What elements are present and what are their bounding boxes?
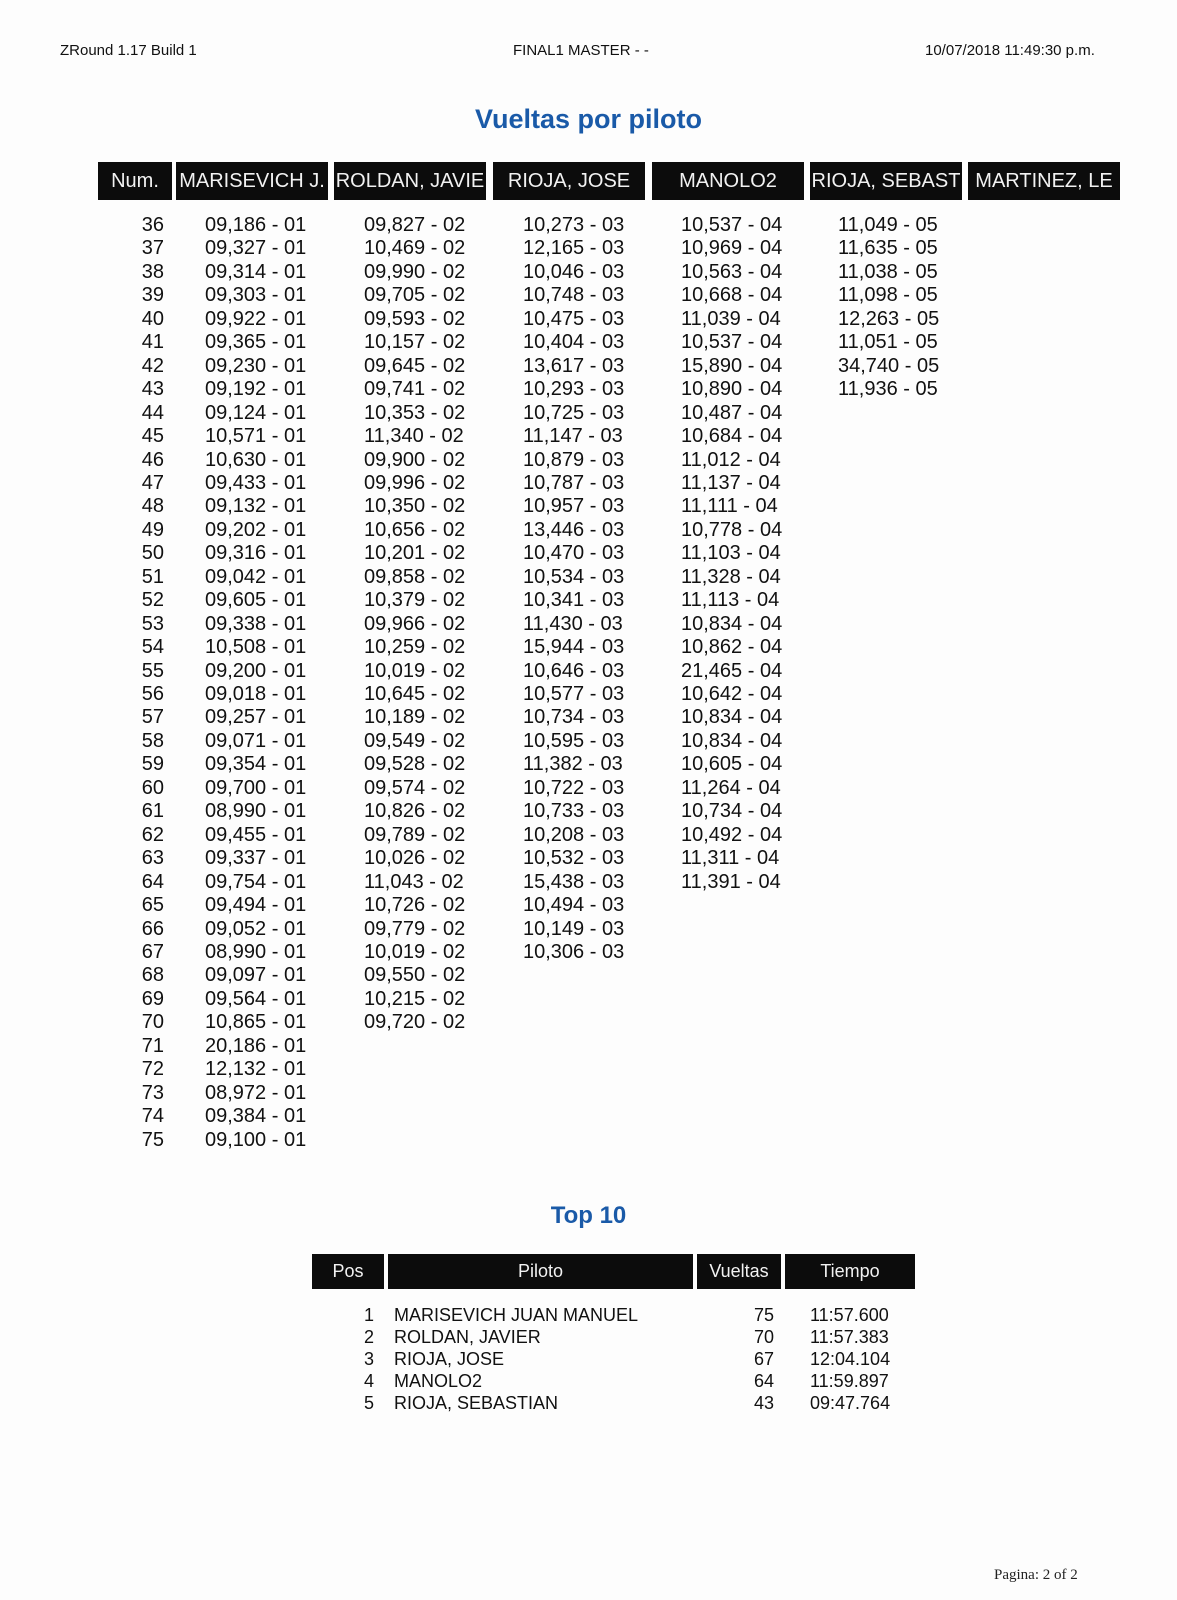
lap-time-cell: 09,303 - 01 bbox=[205, 284, 307, 307]
lap-time-cell: 09,071 - 01 bbox=[205, 729, 307, 752]
lap-time-cell: 09,132 - 01 bbox=[205, 495, 307, 518]
top10-pos: 1 bbox=[363, 1305, 374, 1325]
lap-time-cell: 09,200 - 01 bbox=[205, 659, 307, 682]
lap-number: 68 bbox=[141, 964, 164, 987]
lap-time-cell: 10,834 - 04 bbox=[681, 729, 783, 752]
lap-number: 45 bbox=[141, 425, 164, 448]
lap-time-cell: 10,630 - 01 bbox=[205, 448, 307, 471]
top10-tiempo: 11:57.600 bbox=[810, 1305, 889, 1325]
lap-time-cell: 09,365 - 01 bbox=[205, 331, 307, 354]
lap-time-cell: 08,972 - 01 bbox=[205, 1081, 307, 1104]
lap-time-cell: 09,100 - 01 bbox=[205, 1128, 307, 1151]
lap-time-cell: 09,384 - 01 bbox=[205, 1105, 307, 1128]
lap-time-cell: 09,574 - 02 bbox=[364, 776, 466, 799]
page-title: Vueltas por piloto bbox=[474, 104, 702, 134]
lap-time-cell: 10,862 - 04 bbox=[681, 636, 783, 659]
top10-header-piloto: Piloto bbox=[388, 1254, 693, 1289]
top10-tiempo: 09:47.764 bbox=[810, 1393, 891, 1413]
lap-time-cell: 09,316 - 01 bbox=[205, 542, 307, 565]
top10-vueltas: 64 bbox=[753, 1371, 774, 1391]
lap-number: 57 bbox=[141, 706, 164, 729]
lap-time-cell: 09,705 - 02 bbox=[364, 284, 466, 307]
lap-time-cell: 10,201 - 02 bbox=[364, 542, 466, 565]
lap-time-cell: 11,051 - 05 bbox=[838, 331, 938, 354]
lap-time-cell: 10,537 - 04 bbox=[681, 331, 783, 354]
column-header-driver: RIOJA, SEBAST bbox=[810, 162, 962, 200]
lap-time-cell: 10,656 - 02 bbox=[364, 518, 466, 541]
top10-tiempo: 12:04.104 bbox=[810, 1349, 891, 1369]
lap-time-cell: 10,494 - 03 bbox=[523, 894, 625, 917]
lap-time-cell: 09,564 - 01 bbox=[205, 987, 307, 1010]
lap-number: 39 bbox=[141, 284, 164, 307]
lap-time-cell: 09,645 - 02 bbox=[364, 354, 466, 377]
lap-time-cell: 10,834 - 04 bbox=[681, 706, 783, 729]
lap-time-cell: 21,465 - 04 bbox=[681, 659, 783, 682]
lap-number: 69 bbox=[141, 987, 164, 1010]
lap-number: 66 bbox=[141, 917, 164, 940]
lap-number: 75 bbox=[141, 1128, 164, 1151]
lap-number: 62 bbox=[141, 823, 164, 846]
lap-number: 38 bbox=[141, 260, 164, 283]
top10-piloto: ROLDAN, JAVIER bbox=[394, 1327, 541, 1347]
lap-time-cell: 09,186 - 01 bbox=[205, 214, 307, 236]
lap-time-cell: 10,778 - 04 bbox=[681, 518, 783, 541]
lap-time-cell: 11,635 - 05 bbox=[838, 237, 938, 260]
column-header-driver: MARISEVICH J. bbox=[176, 162, 328, 200]
lap-time-cell: 10,273 - 03 bbox=[523, 214, 625, 236]
lap-time-cell: 10,645 - 02 bbox=[364, 683, 466, 705]
lap-time-cell: 10,189 - 02 bbox=[364, 706, 466, 729]
lap-time-cell: 09,900 - 02 bbox=[364, 448, 466, 471]
lap-number: 64 bbox=[141, 870, 164, 893]
lap-time-cell: 10,475 - 03 bbox=[523, 307, 625, 330]
lap-time-cell: 09,257 - 01 bbox=[205, 706, 307, 729]
top10-vueltas: 43 bbox=[753, 1393, 774, 1413]
lap-time-cell: 09,741 - 02 bbox=[364, 378, 466, 401]
lap-time-cell: 10,149 - 03 bbox=[523, 917, 625, 940]
lap-time-cell: 09,789 - 02 bbox=[364, 823, 466, 846]
lap-time-cell: 08,990 - 01 bbox=[205, 940, 307, 963]
lap-time-cell: 34,740 - 05 bbox=[838, 354, 940, 377]
lap-time-cell: 10,046 - 03 bbox=[523, 260, 625, 283]
lap-time-cell: 10,668 - 04 bbox=[681, 284, 783, 307]
lap-number: 73 bbox=[141, 1081, 164, 1104]
lap-number: 51 bbox=[141, 565, 164, 588]
lap-number: 44 bbox=[141, 401, 164, 424]
lap-time-cell: 10,734 - 03 bbox=[523, 706, 625, 729]
lap-time-cell: 11,098 - 05 bbox=[838, 284, 938, 307]
lap-time-cell: 09,124 - 01 bbox=[205, 401, 307, 424]
lap-time-cell: 10,734 - 04 bbox=[681, 800, 783, 823]
lap-time-cell: 10,787 - 03 bbox=[523, 471, 625, 494]
lap-time-cell: 09,593 - 02 bbox=[364, 307, 466, 330]
lap-number: 55 bbox=[141, 659, 164, 682]
lap-time-cell: 09,858 - 02 bbox=[364, 565, 466, 588]
lap-number: 42 bbox=[141, 354, 164, 377]
lap-number: 52 bbox=[141, 589, 164, 612]
lap-time-cell: 09,202 - 01 bbox=[205, 518, 307, 541]
lap-time-cell: 09,018 - 01 bbox=[205, 683, 307, 705]
lap-time-cell: 09,354 - 01 bbox=[205, 753, 307, 776]
lap-time-cell: 15,438 - 03 bbox=[523, 870, 625, 893]
lap-time-cell: 09,528 - 02 bbox=[364, 753, 466, 776]
top10-vueltas: 70 bbox=[753, 1327, 774, 1347]
lap-time-cell: 10,215 - 02 bbox=[364, 987, 466, 1010]
report-datetime: 10/07/2018 11:49:30 p.m. bbox=[925, 42, 1095, 59]
lap-time-cell: 10,748 - 03 bbox=[523, 284, 625, 307]
lap-time-cell: 09,922 - 01 bbox=[205, 307, 307, 330]
lap-time-cell: 10,957 - 03 bbox=[523, 495, 625, 518]
lap-time-cell: 09,052 - 01 bbox=[205, 917, 307, 940]
lap-time-cell: 10,341 - 03 bbox=[523, 589, 625, 612]
lap-number: 50 bbox=[141, 542, 164, 565]
top10-vueltas: 67 bbox=[753, 1349, 774, 1369]
lap-time-cell: 11,137 - 04 bbox=[681, 471, 781, 494]
lap-number: 65 bbox=[141, 894, 164, 917]
lap-time-cell: 11,103 - 04 bbox=[681, 542, 781, 565]
top10-piloto: MARISEVICH JUAN MANUEL bbox=[394, 1305, 639, 1325]
lap-time-cell: 09,720 - 02 bbox=[364, 1011, 466, 1034]
lap-time-cell: 09,230 - 01 bbox=[205, 354, 307, 377]
lap-time-cell: 10,722 - 03 bbox=[523, 776, 625, 799]
lap-time-cell: 09,433 - 01 bbox=[205, 471, 307, 494]
lap-time-cell: 10,350 - 02 bbox=[364, 495, 466, 518]
lap-number: 49 bbox=[141, 518, 164, 541]
lap-time-cell: 09,779 - 02 bbox=[364, 917, 466, 940]
lap-time-cell: 11,012 - 04 bbox=[681, 448, 781, 471]
lap-time-cell: 11,311 - 04 bbox=[681, 847, 780, 870]
lap-time-cell: 11,382 - 03 bbox=[523, 753, 623, 776]
top10-header-tiempo: Tiempo bbox=[785, 1254, 915, 1289]
lap-time-cell: 10,879 - 03 bbox=[523, 448, 625, 471]
app-version: ZRound 1.17 Build 1 bbox=[60, 42, 197, 59]
lap-time-cell: 09,550 - 02 bbox=[364, 964, 466, 987]
lap-number: 37 bbox=[141, 237, 164, 260]
lap-time-cell: 10,642 - 04 bbox=[681, 683, 783, 705]
column-header-driver: MANOLO2 bbox=[652, 162, 804, 200]
column-header-num: Num. bbox=[98, 162, 172, 200]
top10-pos: 3 bbox=[363, 1349, 374, 1369]
lap-time-cell: 10,508 - 01 bbox=[205, 636, 307, 659]
lap-number: 63 bbox=[141, 847, 164, 870]
lap-time-cell: 10,469 - 02 bbox=[364, 237, 466, 260]
column-header-driver: MARTINEZ, LE bbox=[968, 162, 1120, 200]
lap-number: 54 bbox=[141, 636, 164, 659]
lap-time-cell: 12,132 - 01 bbox=[205, 1058, 307, 1081]
lap-number: 36 bbox=[141, 214, 164, 236]
lap-time-cell: 11,043 - 02 bbox=[364, 870, 464, 893]
lap-time-cell: 10,684 - 04 bbox=[681, 425, 783, 448]
lap-time-cell: 11,111 - 04 bbox=[681, 495, 778, 518]
lap-number: 40 bbox=[141, 307, 164, 330]
lap-time-cell: 10,492 - 04 bbox=[681, 823, 783, 846]
top10-pos: 4 bbox=[363, 1371, 374, 1391]
lap-time-cell: 11,391 - 04 bbox=[681, 870, 781, 893]
lap-number: 59 bbox=[141, 753, 164, 776]
session-name: FINAL1 MASTER - - bbox=[513, 42, 649, 59]
top10-pos: 2 bbox=[363, 1327, 374, 1347]
lap-time-cell: 11,049 - 05 bbox=[838, 214, 938, 236]
lap-time-cell: 09,827 - 02 bbox=[364, 214, 466, 236]
lap-time-cell: 10,293 - 03 bbox=[523, 378, 625, 401]
lap-time-cell: 11,039 - 04 bbox=[681, 307, 781, 330]
lap-number: 71 bbox=[141, 1034, 164, 1057]
lap-time-cell: 13,446 - 03 bbox=[523, 518, 625, 541]
column-header-driver: RIOJA, JOSE bbox=[493, 162, 645, 200]
lap-time-cell: 10,890 - 04 bbox=[681, 378, 783, 401]
lap-time-cell: 09,494 - 01 bbox=[205, 894, 307, 917]
lap-number: 72 bbox=[141, 1058, 164, 1081]
lap-time-cell: 10,826 - 02 bbox=[364, 800, 466, 823]
lap-time-cell: 10,534 - 03 bbox=[523, 565, 625, 588]
lap-time-cell: 12,165 - 03 bbox=[523, 237, 625, 260]
top10-tiempo: 11:57.383 bbox=[810, 1327, 889, 1347]
lap-number: 74 bbox=[141, 1105, 164, 1128]
lap-time-cell: 09,996 - 02 bbox=[364, 471, 466, 494]
lap-time-cell: 10,563 - 04 bbox=[681, 260, 783, 283]
top10-piloto: RIOJA, JOSE bbox=[394, 1349, 505, 1369]
lap-number: 43 bbox=[141, 378, 164, 401]
lap-time-cell: 10,259 - 02 bbox=[364, 636, 466, 659]
lap-time-cell: 10,404 - 03 bbox=[523, 331, 625, 354]
lap-time-cell: 09,605 - 01 bbox=[205, 589, 307, 612]
lap-number: 53 bbox=[141, 612, 164, 635]
lap-time-cell: 11,340 - 02 bbox=[364, 425, 464, 448]
lap-time-cell: 10,157 - 02 bbox=[364, 331, 466, 354]
lap-number: 60 bbox=[141, 776, 164, 799]
lap-time-cell: 10,026 - 02 bbox=[364, 847, 466, 870]
lap-time-cell: 10,353 - 02 bbox=[364, 401, 466, 424]
lap-time-cell: 10,725 - 03 bbox=[523, 401, 625, 424]
lap-time-cell: 09,042 - 01 bbox=[205, 565, 307, 588]
lap-time-cell: 11,147 - 03 bbox=[523, 425, 623, 448]
lap-time-cell: 10,834 - 04 bbox=[681, 612, 783, 635]
lap-time-cell: 09,754 - 01 bbox=[205, 870, 307, 893]
lap-time-cell: 10,646 - 03 bbox=[523, 659, 625, 682]
lap-time-cell: 09,549 - 02 bbox=[364, 729, 466, 752]
lap-time-cell: 09,455 - 01 bbox=[205, 823, 307, 846]
top10-header-pos: Pos bbox=[312, 1254, 384, 1289]
lap-time-cell: 10,470 - 03 bbox=[523, 542, 625, 565]
lap-time-cell: 09,966 - 02 bbox=[364, 612, 466, 635]
lap-number: 61 bbox=[141, 800, 164, 823]
lap-number: 58 bbox=[141, 729, 164, 752]
lap-time-cell: 08,990 - 01 bbox=[205, 800, 307, 823]
lap-time-cell: 10,571 - 01 bbox=[205, 425, 307, 448]
lap-time-cell: 10,487 - 04 bbox=[681, 401, 783, 424]
lap-time-cell: 10,969 - 04 bbox=[681, 237, 783, 260]
top10-header-vueltas: Vueltas bbox=[697, 1254, 781, 1289]
lap-number: 67 bbox=[141, 940, 164, 963]
lap-time-cell: 11,038 - 05 bbox=[838, 260, 938, 283]
lap-time-cell: 10,726 - 02 bbox=[364, 894, 466, 917]
lap-time-cell: 20,186 - 01 bbox=[205, 1034, 307, 1057]
lap-time-cell: 10,306 - 03 bbox=[523, 940, 625, 963]
lap-time-cell: 09,097 - 01 bbox=[205, 964, 307, 987]
lap-number: 41 bbox=[141, 331, 164, 354]
top10-tiempo: 11:59.897 bbox=[810, 1371, 889, 1391]
lap-time-cell: 10,019 - 02 bbox=[364, 659, 466, 682]
lap-time-cell: 15,890 - 04 bbox=[681, 354, 783, 377]
lap-time-cell: 09,338 - 01 bbox=[205, 612, 307, 635]
lap-time-cell: 10,537 - 04 bbox=[681, 214, 783, 236]
lap-time-cell: 11,430 - 03 bbox=[523, 612, 623, 635]
lap-time-cell: 10,605 - 04 bbox=[681, 753, 783, 776]
lap-time-cell: 10,208 - 03 bbox=[523, 823, 625, 846]
page-number: Pagina: 2 of 2 bbox=[994, 1567, 1078, 1583]
lap-time-cell: 13,617 - 03 bbox=[523, 354, 625, 377]
lap-time-cell: 11,328 - 04 bbox=[681, 565, 781, 588]
lap-time-cell: 09,192 - 01 bbox=[205, 378, 307, 401]
top10-pos: 5 bbox=[363, 1393, 374, 1413]
top10-vueltas: 75 bbox=[753, 1305, 774, 1325]
lap-time-cell: 10,577 - 03 bbox=[523, 683, 625, 705]
lap-time-cell: 11,113 - 04 bbox=[681, 589, 780, 612]
lap-time-cell: 11,936 - 05 bbox=[838, 378, 938, 401]
lap-time-cell: 09,314 - 01 bbox=[205, 260, 307, 283]
lap-time-cell: 11,264 - 04 bbox=[681, 776, 781, 799]
lap-time-cell: 10,019 - 02 bbox=[364, 940, 466, 963]
top10-piloto: RIOJA, SEBASTIAN bbox=[394, 1393, 559, 1413]
lap-time-cell: 15,944 - 03 bbox=[523, 636, 625, 659]
lap-time-cell: 09,337 - 01 bbox=[205, 847, 307, 870]
lap-number: 46 bbox=[141, 448, 164, 471]
lap-time-cell: 09,700 - 01 bbox=[205, 776, 307, 799]
lap-time-cell: 12,263 - 05 bbox=[838, 307, 940, 330]
lap-number: 48 bbox=[141, 495, 164, 518]
lap-time-cell: 09,990 - 02 bbox=[364, 260, 466, 283]
lap-time-cell: 10,532 - 03 bbox=[523, 847, 625, 870]
lap-time-cell: 10,379 - 02 bbox=[364, 589, 466, 612]
lap-time-cell: 10,865 - 01 bbox=[205, 1011, 307, 1034]
top10-piloto: MANOLO2 bbox=[394, 1371, 483, 1391]
lap-number: 70 bbox=[141, 1011, 164, 1034]
lap-number: 56 bbox=[141, 683, 164, 705]
column-header-driver: ROLDAN, JAVIE bbox=[334, 162, 486, 200]
lap-time-cell: 10,595 - 03 bbox=[523, 729, 625, 752]
lap-number: 47 bbox=[141, 471, 164, 494]
lap-time-cell: 10,733 - 03 bbox=[523, 800, 625, 823]
top10-title: Top 10 bbox=[550, 1202, 627, 1229]
lap-time-cell: 09,327 - 01 bbox=[205, 237, 307, 260]
